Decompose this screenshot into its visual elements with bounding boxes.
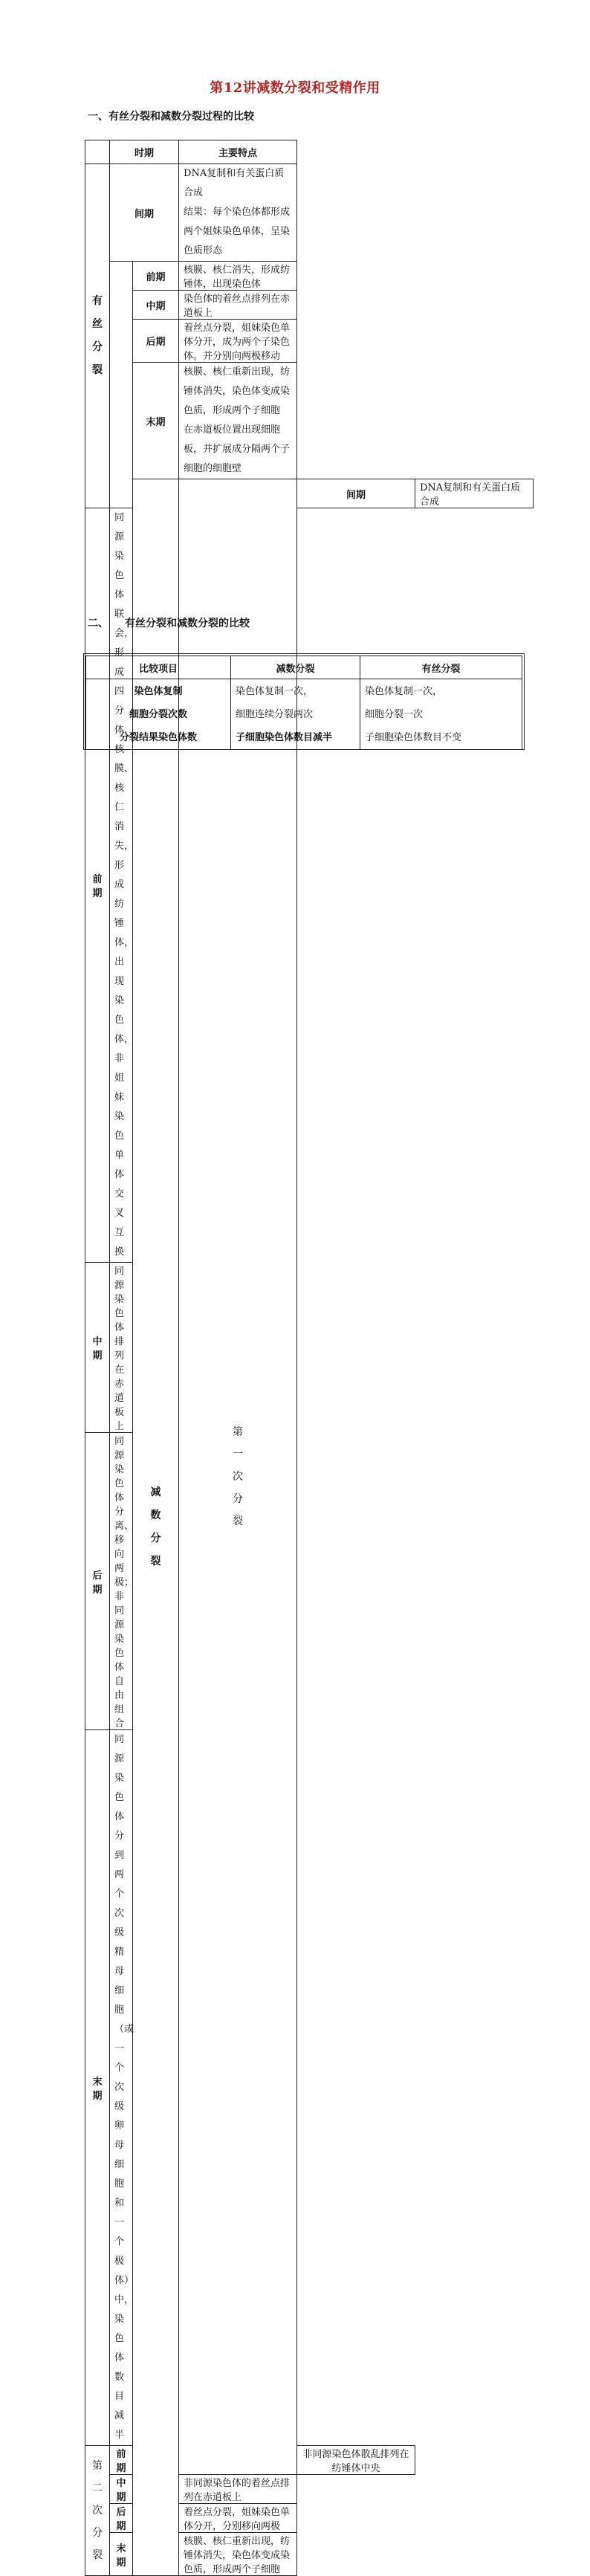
mitosis-blank-cell [110, 262, 133, 508]
mitosis-cell: 染色体复制一次， 细胞分裂一次 子细胞染色体数目不变 [360, 679, 522, 750]
meiosis-label: 减 数 分 裂 [133, 479, 179, 2576]
meiosis-second-label: 第 二 次 分 裂 [85, 2446, 110, 2576]
meiosis-telophase-1-features: 同源染色体分到两个次级精母细胞（或一个次级卵母细胞和一个极体）中， 染色体数目减半 [110, 1730, 133, 2446]
header-meiosis: 减数分裂 [231, 656, 360, 679]
meiosis-prophase-1: 前期 [85, 508, 110, 1263]
mitosis-metaphase: 中期 [133, 291, 179, 320]
mitosis-anaphase-features: 着丝点分裂，姐妹染色单体分开，成为两个子染色体。并分别向两极移动 [179, 320, 297, 363]
meiosis-telophase-2-features: 核膜、核仁重新出现，纺锤体消失，染色体变成染色质，形成两个子细胞 [179, 2533, 297, 2576]
mitosis-interphase-features: DNA复制和有关蛋白质合成 结果：每个染色体都形成两个姐妹染色单体，呈染色质形态 [179, 164, 297, 262]
header-item: 比较项目 [86, 656, 231, 679]
meiosis-anaphase-1: 后期 [85, 1433, 110, 1730]
meiosis-anaphase-2: 后期 [110, 2504, 133, 2533]
mitosis-telophase: 末期 [133, 363, 179, 479]
section-1-heading: 一、有丝分裂和减数分裂过程的比较 [88, 111, 254, 123]
meiosis-first-label: 第 一 次 分 裂 [179, 479, 297, 2475]
section-2-heading: 二、 有丝分裂和减数分裂的比较 [88, 618, 250, 630]
meiosis-metaphase-1: 中期 [85, 1263, 110, 1433]
mitosis-label: 有 丝 分 裂 [85, 164, 110, 508]
header-period: 时期 [110, 140, 179, 164]
meiosis-telophase-1: 末期 [85, 1730, 110, 2446]
mitosis-prophase: 前期 [133, 262, 179, 291]
mitosis-prophase-features: 核膜、核仁消失，形成纺锤体，出现染色体 [179, 262, 297, 291]
header-features: 主要特点 [179, 140, 297, 164]
meiosis-interphase: 间期 [297, 479, 415, 508]
meiosis-metaphase-2: 中期 [110, 2475, 133, 2504]
header-mitosis: 有丝分裂 [360, 656, 522, 679]
meiosis-telophase-2: 末期 [110, 2533, 133, 2576]
meiosis-prophase-2-features: 非同源染色体散乱排列在纺锤体中央 [297, 2446, 415, 2475]
comparison-table-phases [85, 140, 534, 2576]
comparison-table-summary-frame [83, 653, 525, 750]
mitosis-anaphase: 后期 [133, 320, 179, 363]
corner-cell [85, 140, 110, 164]
meiosis-metaphase-1-features: 同源染色体排列在赤道板上 [110, 1263, 133, 1433]
comparison-table-summary [85, 656, 522, 750]
meiosis-metaphase-2-features: 非同源染色体的着丝点排列在赤道板上 [179, 2475, 297, 2504]
meiosis-prophase-1-features: 同源染色体联会，形成四分体，核膜、核仁消失，形成纺锤体，出现染色体， 非姐妹染色单体交叉互换 [110, 508, 133, 1263]
meiosis-anaphase-2-features: 着丝点分裂，姐妹染色单体分开，分别移向两极 [179, 2504, 297, 2533]
meiosis-prophase-2: 前期 [110, 2446, 133, 2475]
meiosis-anaphase-1-features: 同源染色体分离、移向两极；非同源染色体自由组合 [110, 1433, 133, 1730]
meiosis-cell: 染色体复制一次， 细胞连续分裂两次 子细胞染色体数目减半 [231, 679, 360, 750]
mitosis-interphase: 间期 [110, 164, 179, 262]
mitosis-metaphase-features: 染色体的着丝点排列在赤道板上 [179, 291, 297, 320]
page-title: 第12讲减数分裂和受精作用 [210, 80, 380, 96]
meiosis-interphase-features: DNA复制和有关蛋白质合成 [415, 479, 533, 508]
items-cell: 染色体复制 细胞分裂次数 分裂结果染色体数 [86, 679, 231, 750]
mitosis-telophase-features: 核膜、核仁重新出现，纺锤体消失，染色体变成染色质，形成两个子细胞 在赤道板位置出现细胞板，并扩展成分隔两个子细胞的细胞壁 [179, 363, 297, 479]
